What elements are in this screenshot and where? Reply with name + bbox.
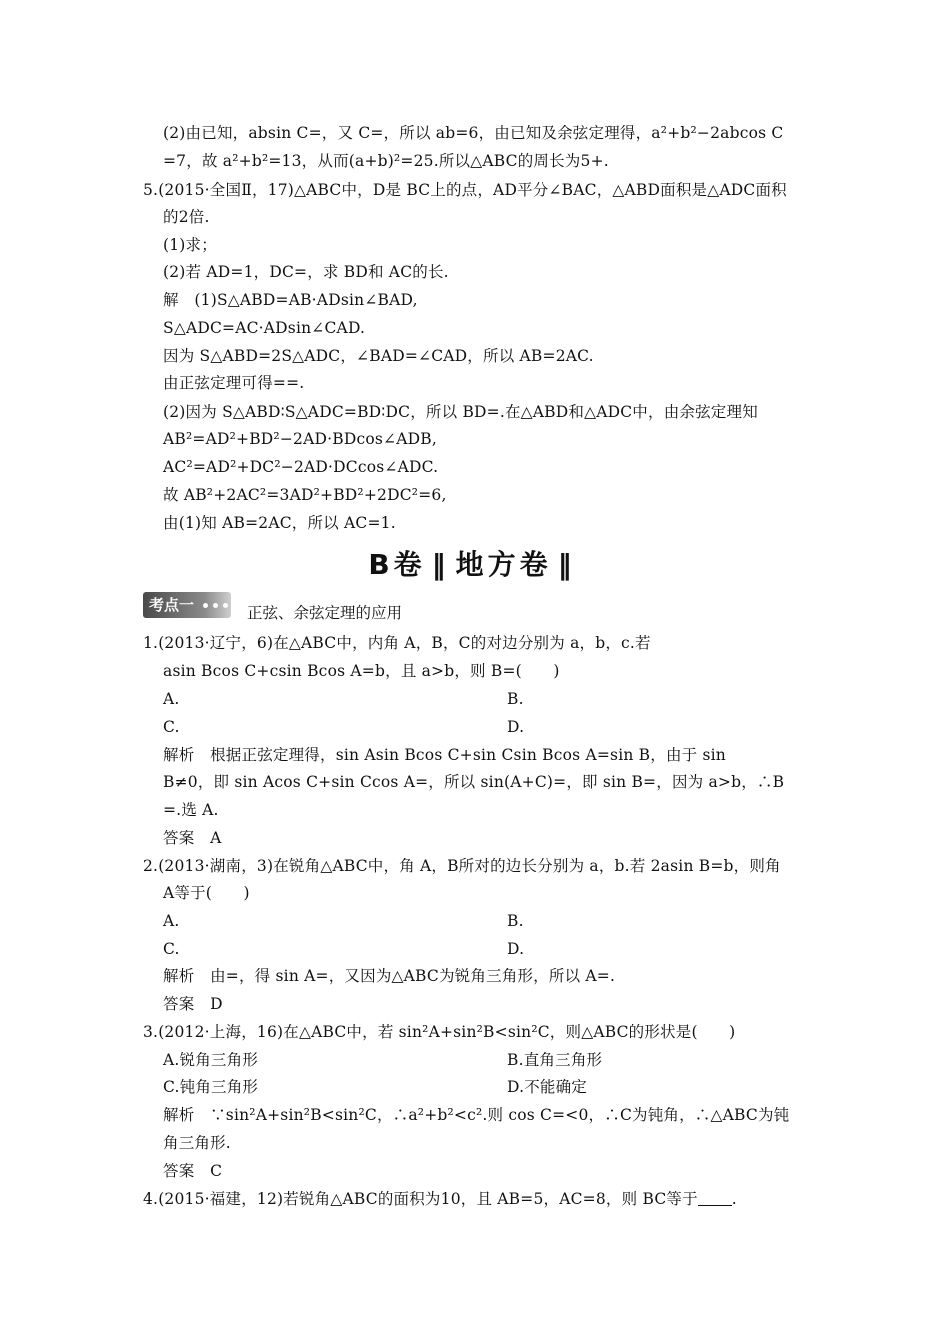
separator: ‖	[557, 548, 576, 581]
option-a: A.	[163, 912, 180, 930]
topic-title: 正弦、余弦定理的应用	[247, 604, 403, 622]
text-line: AB²=AD²+BD²−2AD·BDcos∠ADB,	[163, 430, 437, 448]
answer-line: 答案 A	[163, 829, 222, 847]
option-c: C.	[163, 718, 180, 736]
section-title-left: B卷	[368, 548, 426, 581]
section-title-right: 地方卷	[455, 548, 552, 581]
question-2-stem: 2.(2013·湖南，3)在锐角△ABC中，角 A，B所对的边长分别为 a，b.若 2asin B=b，则角	[143, 857, 781, 875]
text-line: (1)求；	[163, 236, 217, 254]
option-d: D.	[507, 940, 525, 958]
solution-line: B≠0，即 sin Acos C+sin Ccos A=，所以 sin(A+C)=，即 sin B=，因为 a>b，∴B	[163, 773, 785, 791]
question-4-text: 4.(2015·福建，12)若锐角△ABC的面积为10，且 AB=5，AC=8，则 BC等于	[143, 1190, 698, 1208]
option-d: D.不能确定	[507, 1078, 588, 1096]
question-4-stem	[143, 1189, 737, 1209]
question-4-end: .	[731, 1190, 737, 1208]
solution-line: 解析 由=，得 sin A=，又因为△ABC为锐角三角形，所以 A=.	[163, 967, 616, 985]
option-a: A.锐角三角形	[163, 1051, 259, 1069]
solution-line: =.选 A.	[163, 801, 219, 819]
option-b: B.	[507, 912, 524, 930]
question-5-stem: 5.(2015·全国Ⅱ，17)△ABC中，D是 BC上的点，AD平分∠BAC，△ABD面积是△ADC面积	[143, 181, 787, 199]
option-c: C.	[163, 940, 180, 958]
option-c: C.钝角三角形	[163, 1078, 259, 1096]
option-b: B.	[507, 690, 524, 708]
text-line: AC²=AD²+DC²−2AD·DCcos∠ADC.	[163, 458, 439, 476]
separator: ‖	[431, 548, 450, 581]
option-a: A.	[163, 690, 180, 708]
badge-label: 考点一	[149, 596, 195, 614]
text-line: =7，故 a²+b²=13，从而(a+b)²=25.所以△ABC的周长为5+.	[163, 152, 609, 170]
solution-line: 角三角形.	[163, 1134, 231, 1152]
question-2-stem-cont: A等于( )	[163, 884, 250, 902]
dot-icon	[223, 603, 228, 608]
section-title	[0, 545, 950, 585]
text-line: (2)因为 S△ABD∶S△ADC=BD∶DC，所以 BD=.在△ABD和△ADC中，由余弦定理知	[163, 403, 758, 421]
option-b: B.直角三角形	[507, 1051, 603, 1069]
dot-icon	[203, 603, 208, 608]
text-line: 由正弦定理可得==.	[163, 374, 305, 392]
text-line: 因为 S△ABD=2S△ADC，∠BAD=∠CAD，所以 AB=2AC.	[163, 347, 594, 365]
answer-blank	[698, 1191, 732, 1206]
text-line: 的2倍.	[163, 208, 210, 226]
option-d: D.	[507, 718, 525, 736]
text-line: S△ADC=AC·ADsin∠CAD.	[163, 319, 366, 337]
text-line: (2)由已知，absin C=，又 C=，所以 ab=6，由已知及余弦定理得，a²+b²−2abcos C	[163, 124, 784, 142]
text-line: (2)若 AD=1，DC=，求 BD和 AC的长.	[163, 263, 449, 281]
topic-badge	[143, 592, 231, 618]
question-1-stem: 1.(2013·辽宁，6)在△ABC中，内角 A，B，C的对边分别为 a，b，c.若	[143, 634, 651, 652]
solution-line: 解析 根据正弦定理得，sin Asin Bcos C+sin Csin Bcos A=sin B，由于 sin	[163, 746, 726, 764]
answer-line: 答案 C	[163, 1162, 223, 1180]
dot-icon	[213, 603, 218, 608]
text-line: 故 AB²+2AC²=3AD²+BD²+2DC²=6,	[163, 486, 447, 504]
question-3-stem: 3.(2012·上海，16)在△ABC中，若 sin²A+sin²B<sin²C，则△ABC的形状是( )	[143, 1023, 736, 1041]
text-line: 由(1)知 AB=2AC，所以 AC=1.	[163, 514, 396, 532]
question-1-stem-cont: asin Bcos C+csin Bcos A=b，且 a>b，则 B=( )	[163, 662, 560, 680]
answer-line: 答案 D	[163, 995, 223, 1013]
text-line: 解 (1)S△ABD=AB·ADsin∠BAD,	[163, 291, 418, 309]
solution-line: 解析 ∵sin²A+sin²B<sin²C，∴a²+b²<c².则 cos C=<0，∴C为钝角，∴△ABC为钝	[163, 1106, 790, 1124]
